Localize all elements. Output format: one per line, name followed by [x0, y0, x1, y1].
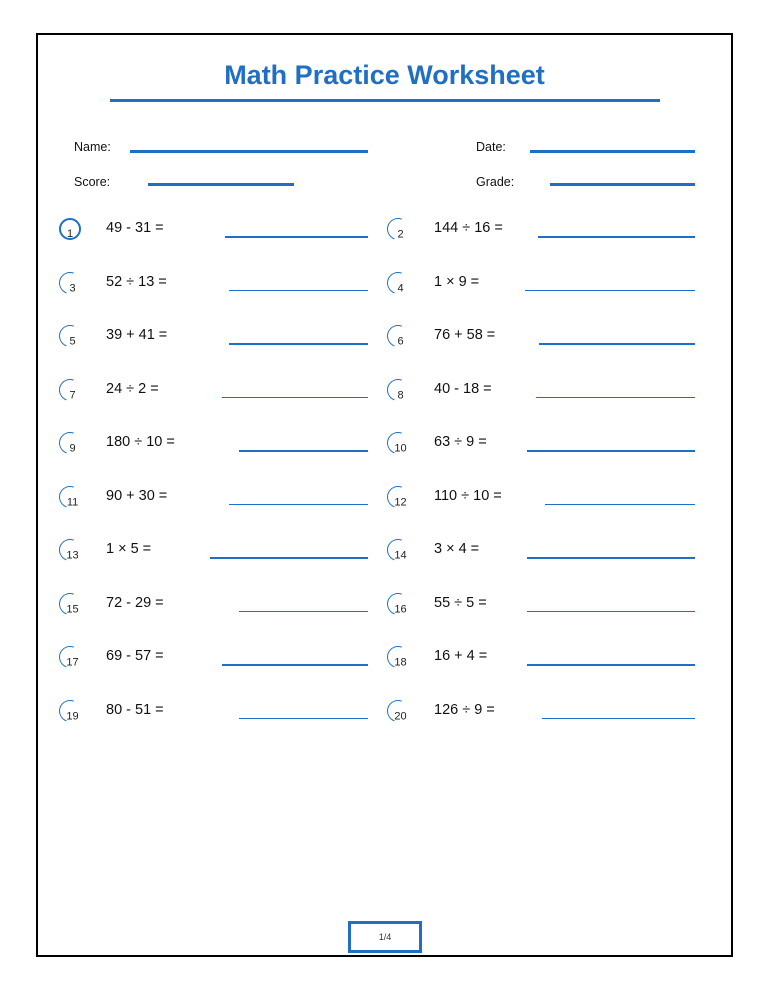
- answer-line[interactable]: [527, 664, 695, 666]
- problem-number-badge: [383, 589, 412, 618]
- date-field[interactable]: [530, 150, 695, 153]
- answer-line[interactable]: [222, 397, 368, 399]
- problem-expression: 1 × 5 =: [106, 541, 152, 557]
- problem-expression: 39 + 41 =: [106, 327, 168, 343]
- answer-line[interactable]: [542, 718, 695, 720]
- problem-expression: 90 + 30 =: [106, 487, 168, 504]
- problem-number: 18: [394, 656, 407, 669]
- problem-5: [59, 325, 368, 351]
- problem-16: [387, 593, 695, 619]
- problem-number-badge: [55, 428, 84, 457]
- page-indicator: 1/4: [348, 921, 422, 953]
- answer-line[interactable]: [210, 557, 368, 559]
- problem-number-badge: [383, 642, 412, 671]
- problem-17: [59, 646, 368, 672]
- problem-13: [59, 539, 368, 565]
- problem-number: 2: [397, 228, 404, 241]
- problem-number: 17: [66, 656, 79, 669]
- problem-number: 9: [69, 442, 76, 455]
- problem-number-badge: [55, 268, 84, 297]
- answer-line[interactable]: [545, 504, 695, 506]
- problem-number: 14: [394, 549, 407, 562]
- date-label: Date:: [476, 140, 506, 154]
- problem-number-badge: [383, 214, 412, 243]
- problem-expression: 69 - 57 =: [106, 648, 164, 664]
- problem-expression: 40 - 18 =: [434, 380, 492, 397]
- problem-12: [387, 486, 695, 512]
- problem-number: 4: [397, 281, 404, 294]
- answer-line[interactable]: [239, 718, 368, 720]
- name-field[interactable]: [130, 150, 368, 153]
- problem-number-badge: [383, 428, 412, 457]
- problem-number-badge: [55, 589, 84, 618]
- answer-line[interactable]: [538, 236, 695, 238]
- problem-number-badge: [383, 696, 412, 725]
- problem-18: [387, 646, 695, 672]
- answer-line[interactable]: [239, 450, 368, 452]
- problem-number: 6: [397, 335, 404, 348]
- answer-line[interactable]: [225, 236, 368, 238]
- problem-number-badge: [59, 218, 81, 240]
- problem-number-badge: [383, 482, 412, 511]
- problem-expression: 72 - 29 =: [106, 594, 164, 611]
- problem-20: [387, 700, 695, 726]
- problem-expression: 24 ÷ 2 =: [106, 380, 159, 397]
- problem-3: [59, 272, 368, 298]
- answer-line[interactable]: [229, 290, 368, 292]
- problem-15: [59, 593, 368, 619]
- answer-line[interactable]: [222, 664, 368, 666]
- problem-4: [387, 272, 695, 298]
- answer-line[interactable]: [525, 290, 695, 292]
- problem-number-badge: [383, 375, 412, 404]
- problem-11: [59, 486, 368, 512]
- problem-number: 3: [69, 281, 76, 294]
- answer-line[interactable]: [527, 557, 695, 559]
- problem-6: [387, 325, 695, 351]
- problem-expression: 180 ÷ 10 =: [106, 434, 175, 450]
- problem-number: 5: [69, 335, 76, 348]
- problem-14: [387, 539, 695, 565]
- problem-number-badge: [383, 535, 412, 564]
- answer-line[interactable]: [539, 343, 695, 345]
- problem-number: 10: [394, 442, 407, 455]
- problem-expression: 126 ÷ 9 =: [434, 701, 495, 718]
- problem-number-badge: [55, 375, 84, 404]
- problem-8: [387, 379, 695, 405]
- problem-number: 16: [394, 602, 407, 615]
- problem-number: 15: [66, 602, 79, 615]
- problem-number: 13: [66, 549, 79, 562]
- problem-number-badge: [55, 482, 84, 511]
- problem-1: [59, 218, 368, 244]
- answer-line[interactable]: [229, 504, 368, 506]
- problem-number-badge: [383, 268, 412, 297]
- problem-expression: 80 - 51 =: [106, 701, 164, 718]
- problem-expression: 16 + 4 =: [434, 648, 488, 664]
- problem-expression: 110 ÷ 10 =: [434, 487, 502, 504]
- problem-number-badge: [55, 642, 84, 671]
- problem-expression: 52 ÷ 13 =: [106, 273, 167, 290]
- problem-expression: 144 ÷ 16 =: [434, 220, 503, 236]
- problem-number: 11: [66, 495, 79, 508]
- problem-number: 8: [397, 388, 404, 401]
- problem-number: 1: [66, 228, 74, 240]
- problem-10: [387, 432, 695, 458]
- answer-line[interactable]: [527, 450, 695, 452]
- name-label: Name:: [74, 140, 111, 154]
- answer-line[interactable]: [536, 397, 695, 399]
- problem-number: 12: [394, 495, 407, 508]
- problem-2: [387, 218, 695, 244]
- grade-field[interactable]: [550, 183, 695, 186]
- grade-label: Grade:: [476, 175, 515, 189]
- problem-number-badge: [383, 321, 412, 350]
- problem-number-badge: [55, 321, 84, 350]
- answer-line[interactable]: [239, 611, 368, 613]
- problem-number: 19: [66, 709, 79, 722]
- score-field[interactable]: [148, 183, 294, 186]
- worksheet-page: [36, 33, 733, 957]
- problem-7: [59, 379, 368, 405]
- problem-9: [59, 432, 368, 458]
- problem-number: 7: [69, 388, 76, 401]
- worksheet-title: Math Practice Worksheet: [224, 60, 545, 90]
- problem-expression: 76 + 58 =: [434, 327, 496, 343]
- title-underline: [110, 99, 660, 102]
- problem-number-badge: [55, 696, 84, 725]
- problem-expression: 63 ÷ 9 =: [434, 434, 487, 450]
- problem-expression: 1 × 9 =: [434, 273, 480, 290]
- problem-expression: 3 × 4 =: [434, 541, 480, 557]
- problem-expression: 49 - 31 =: [106, 220, 164, 236]
- score-label: Score:: [74, 175, 111, 189]
- answer-line[interactable]: [229, 343, 368, 345]
- problem-19: [59, 700, 368, 726]
- problem-expression: 55 ÷ 5 =: [434, 594, 487, 611]
- problem-number-badge: [55, 535, 84, 564]
- answer-line[interactable]: [527, 611, 695, 613]
- problem-number: 20: [394, 709, 407, 722]
